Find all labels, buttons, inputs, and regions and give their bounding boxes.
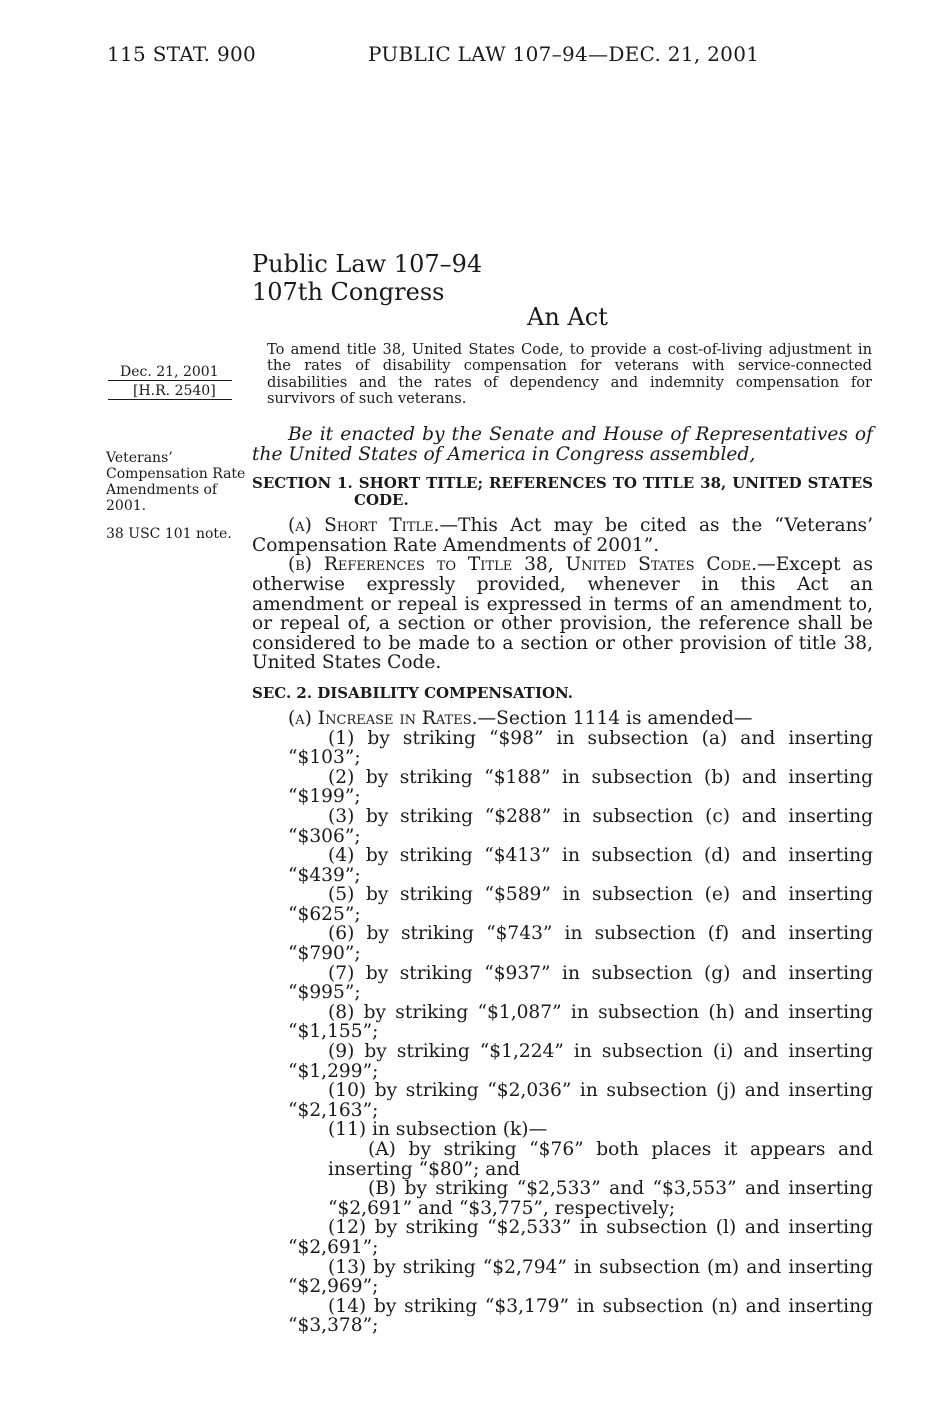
section-1-subsection-a: [252, 516, 873, 555]
enacting-clause: Be it enacted by the Senate and House of Representatives of the United States of America in Congress assembled,: [252, 424, 873, 465]
law-title-block: [252, 250, 482, 306]
amendment-item: (7) by striking “$937” in subsection (g) and inserting “$995”;: [288, 962, 873, 1004]
amendment-item: (1) by striking “$98” in subsection (a) and inserting “$103”;: [288, 727, 873, 769]
amendment-item: (4) by striking “$413” in subsection (d) and inserting “$439”;: [288, 845, 873, 886]
section-2-a-label: (a) Increase in Rates.: [288, 707, 478, 729]
amendment-item: (9) by striking “$1,224” in subsection (i) and inserting “$1,299”;: [288, 1041, 873, 1082]
public-law-number: Public Law 107–94: [252, 250, 483, 278]
subsection-a-label: (a) Short Title.: [288, 515, 440, 537]
section-2-a-text: —Section 1114 is amended—: [477, 707, 753, 729]
amendment-item: (10) by striking “$2,036” in subsection (j) and inserting “$2,163”;: [288, 1080, 873, 1121]
section-1-subsection-b: [252, 555, 873, 673]
amendment-item: (14) by striking “$3,179” in subsection (n) and inserting “$3,378”;: [288, 1295, 873, 1337]
amendment-item: (6) by striking “$743” in subsection (f) and inserting “$790”;: [288, 923, 873, 965]
subsection-a-text: —This Act may be cited as the “Veterans’ Compensation Rate Amendments of 2001”.: [252, 515, 874, 556]
subsection-b-text: —Except as otherwise expressly provided, whenever in this Act an amendment or repeal is expressed in terms of an amendment to, or repeal of, a section or other provision, the reference shall be considered to be made to a section or other provision of title 38, United States Code.: [252, 554, 874, 674]
amendment-subitem: (B) by striking “$2,533” and “$3,553” and inserting “$2,691” and “$3,775”, respectively;: [328, 1178, 873, 1219]
margin-usc-note: 38 USC 101 note.: [106, 526, 232, 542]
subsection-b-label: (b) References to Title 38, United States Code.: [288, 554, 758, 576]
amendment-item: (13) by striking “$2,794” in subsection (m) and inserting “$2,969”;: [288, 1256, 873, 1298]
section-2-heading: SEC. 2. DISABILITY COMPENSATION.: [252, 683, 574, 702]
act-heading: An Act: [527, 303, 608, 331]
amendment-item: (2) by striking “$188” in subsection (b) and inserting “$199”;: [288, 766, 873, 808]
statute-body: [252, 425, 873, 1336]
margin-rule-top: [108, 380, 232, 381]
running-head-law: PUBLIC LAW 107–94—DEC. 21, 2001: [368, 42, 760, 66]
amendment-item: (8) by striking “$1,087” in subsection (h) and inserting “$1,155”;: [288, 1001, 873, 1043]
stat-page-number: 115 STAT. 900: [107, 42, 257, 66]
amendment-item: (5) by striking “$589” in subsection (e) and inserting “$625”;: [288, 884, 873, 925]
margin-rule-bottom: [108, 399, 232, 400]
amendment-item: (11) in subsection (k)—: [328, 1119, 548, 1141]
purpose-text: To amend title 38, United States Code, to provide a cost-of-living adjustment in the rates of disability compensation for veterans with service-connected disabilities and the rates of dependency and indemnity compensation for survivors of such veterans.: [267, 341, 872, 407]
margin-bill-number: [H.R. 2540]: [133, 383, 216, 399]
margin-date: Dec. 21, 2001: [120, 364, 219, 380]
purpose-statement: [252, 342, 872, 407]
section-1-heading: SECTION 1. SHORT TITLE; REFERENCES TO TITLE 38, UNITED STATES CODE.: [252, 474, 873, 510]
section-2-subsection-a: [252, 709, 873, 729]
margin-short-title-note: Veterans’ Compensation Rate Amendments of 2001.: [106, 450, 246, 514]
amendment-item: (12) by striking “$2,533” in subsection (l) and inserting “$2,691”;: [288, 1217, 873, 1258]
congress-number: 107th Congress: [252, 278, 445, 306]
amendment-subitem: (A) by striking “$76” both places it appears and inserting “$80”; and: [328, 1139, 873, 1180]
amendment-item: (3) by striking “$288” in subsection (c) and inserting “$306”;: [288, 805, 873, 847]
